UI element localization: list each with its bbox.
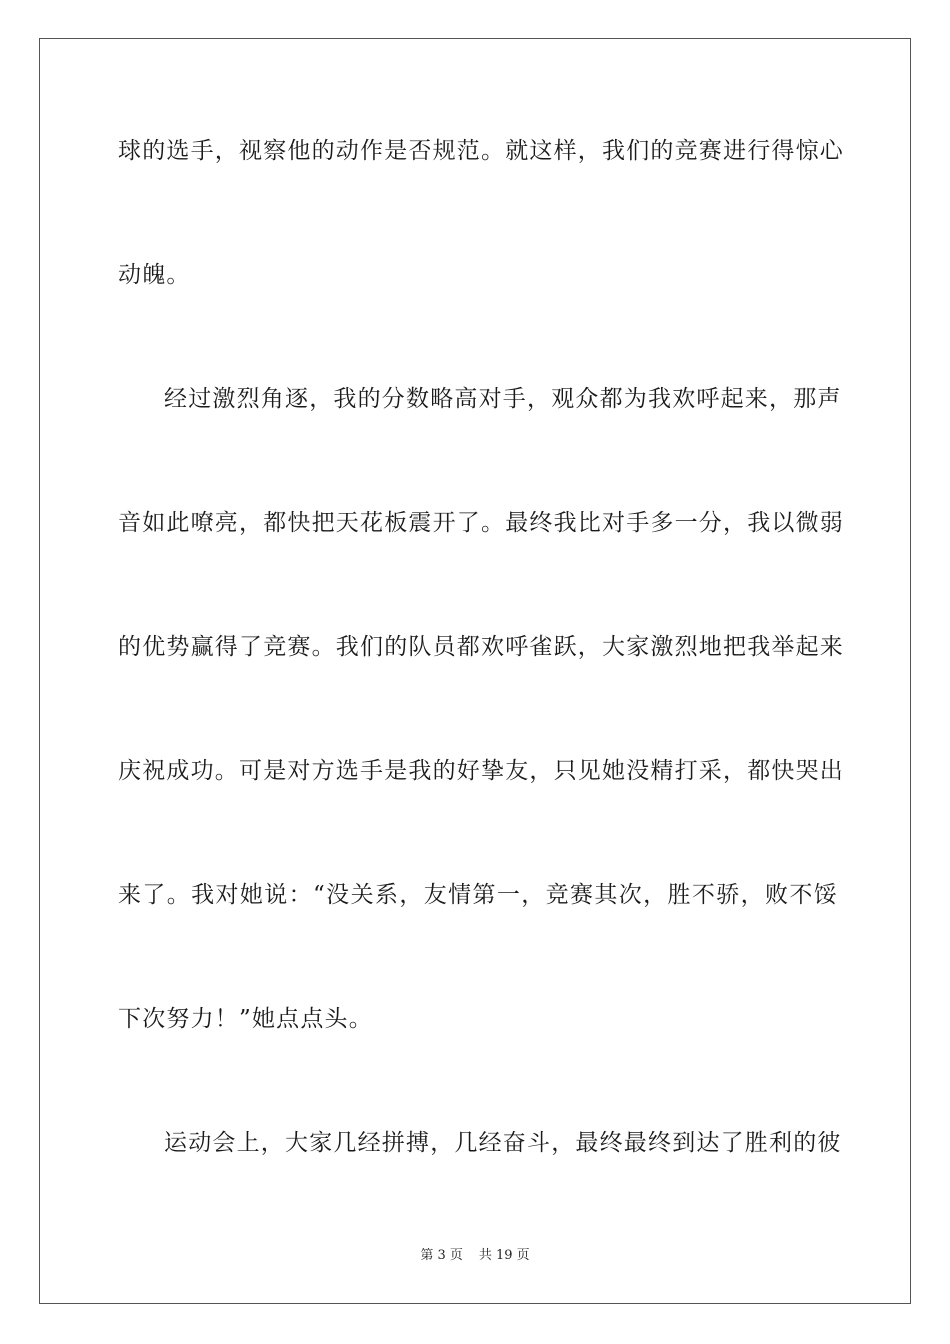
text-line: 庆祝成功。可是对方选手是我的好挚友，只见她没精打采，都快哭出 [118, 758, 844, 784]
text-line: 音如此嘹亮，都快把天花板震开了。最终我比对手多一分，我以微弱 [118, 510, 844, 536]
text-line: 来了。我对她说：“没关系，友情第一，竞赛其次，胜不骄，败不馁 [118, 882, 838, 908]
text-line: 动魄。 [118, 262, 191, 288]
paragraph-first-line: 经过激烈角逐，我的分数略高对手，观众都为我欢呼起来，那声 [164, 386, 842, 412]
page-number: 第 3 页 [420, 1248, 463, 1263]
text-line: 球的选手，视察他的动作是否规范。就这样，我们的竞赛进行得惊心 [118, 138, 844, 164]
text-line: 的优势赢得了竞赛。我们的队员都欢呼雀跃，大家激烈地把我举起来 [118, 634, 844, 660]
paragraph-first-line: 运动会上，大家几经拼搏，几经奋斗，最终最终到达了胜利的彼 [164, 1130, 842, 1156]
page-border [39, 38, 911, 1304]
page-footer [0, 1247, 950, 1265]
page-total: 共 19 页 [478, 1248, 530, 1263]
text-line: 下次努力！”她点点头。 [118, 1006, 373, 1032]
